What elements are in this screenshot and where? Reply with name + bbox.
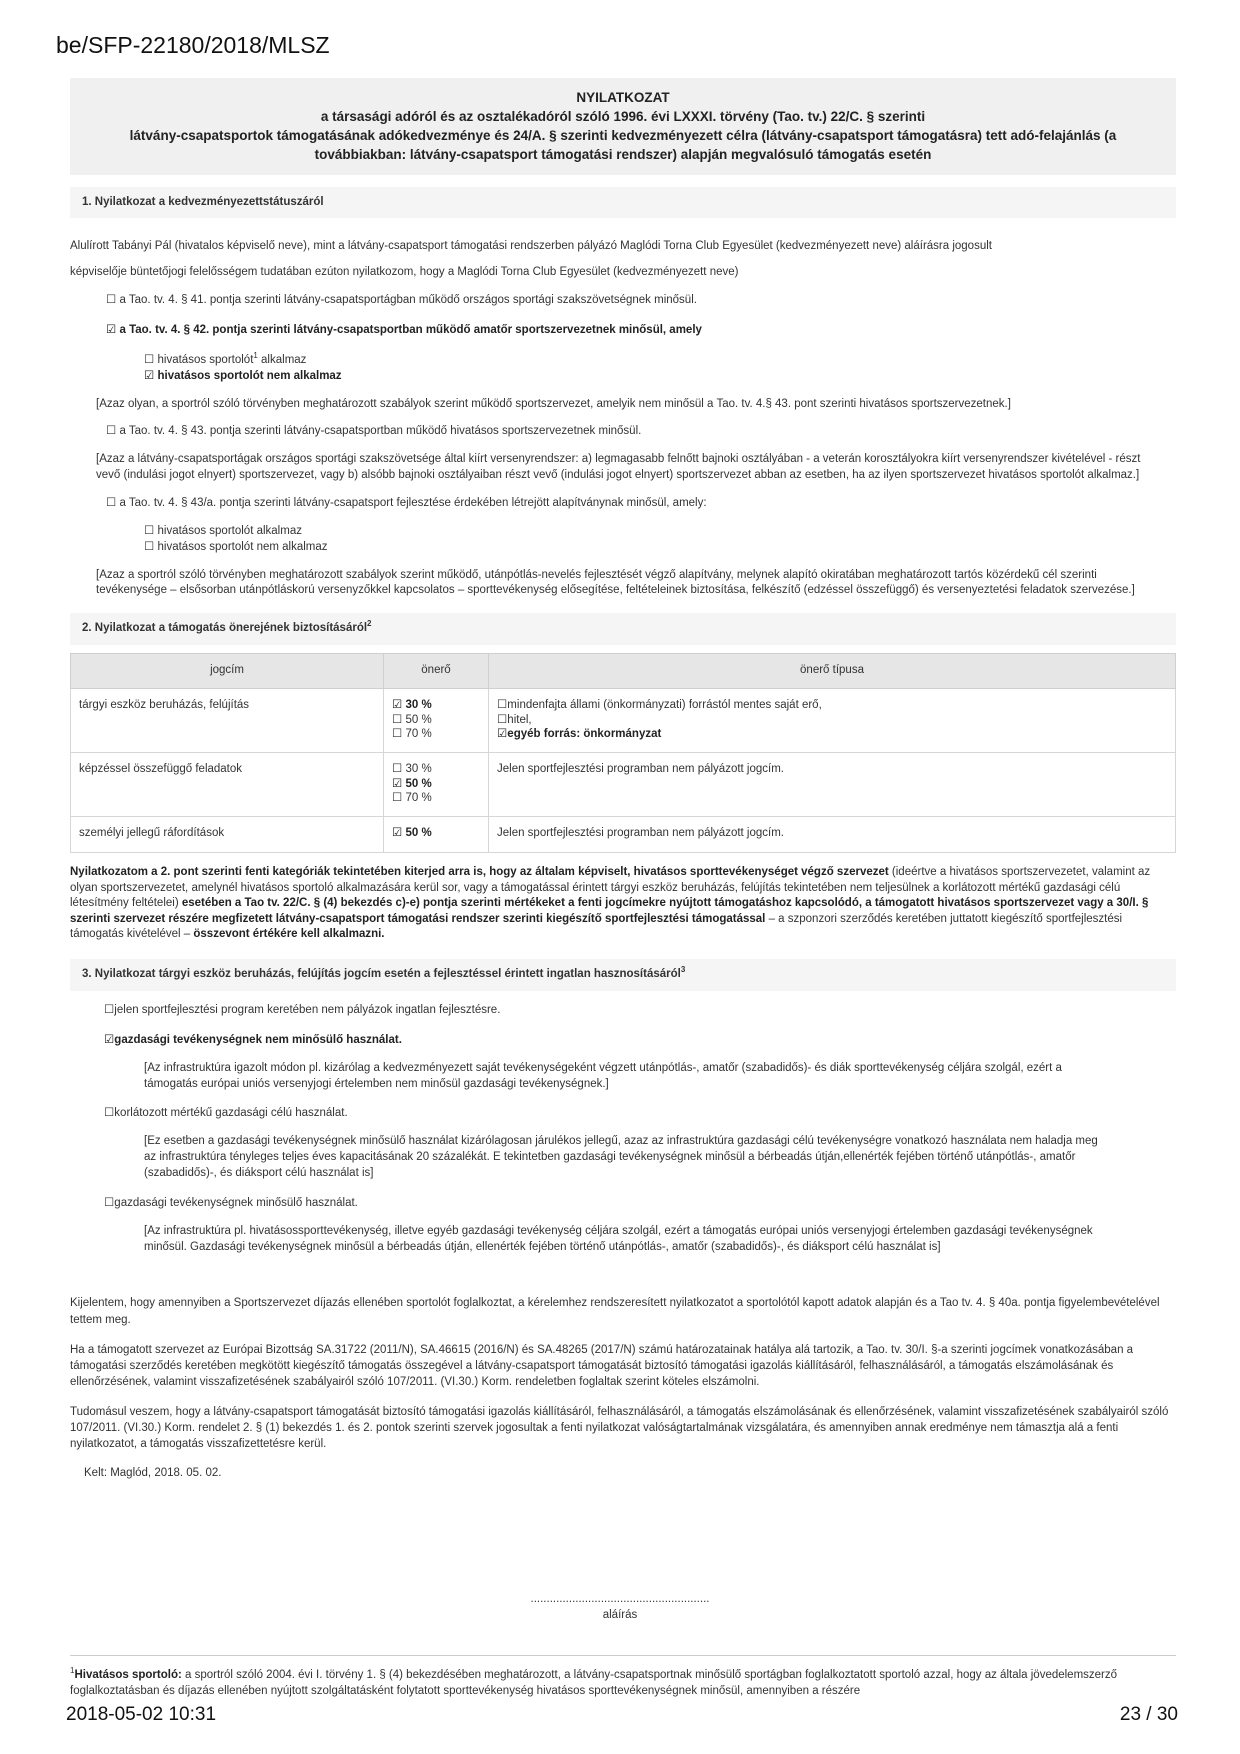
table-row bbox=[71, 688, 1176, 752]
document-reference: be/SFP-22180/2018/MLSZ bbox=[56, 32, 330, 58]
cell-onero bbox=[384, 752, 489, 816]
intro-line-2: képviselője büntetőjogi felelősségem tudatában ezúton nyilatkozom, hogy a Maglódi Torna Club Egyesület (kedvezményezett neve) bbox=[70, 265, 739, 278]
footnote-1 bbox=[70, 1655, 1176, 1708]
onero-option-70[interactable]: ☐ 70 % bbox=[392, 792, 432, 805]
footnote-text: a sportról szóló 2004. évi I. törvény 1. § (4) bekezdésében meghatározott, a látvány-csapatsportnak minősülő sportágban foglalkoztatott sportoló azzal, hogy az általa jövedelemszerző foglalkoztatásban és díjazás ellenében nyújtott szolgáltatásként folytatott sporttevékenység hivatásos sporttevékenységnek minősül, amennyiben a részére bbox=[70, 1669, 1118, 1697]
signature-label: aláírás bbox=[602, 1608, 638, 1621]
cell-jogcim: képzéssel összefüggő feladatok bbox=[71, 752, 384, 816]
cell-onero-tipusa: Jelen sportfejlesztési programban nem pályázott jogcím. bbox=[489, 816, 1176, 852]
col-header-onero: önerő bbox=[384, 654, 489, 689]
onero-option-30[interactable]: ☑ 30 % bbox=[392, 698, 432, 711]
type-option-loan[interactable]: ☐hitel, bbox=[497, 713, 532, 726]
amateur-sub-option-employs-b: alkalmaz bbox=[257, 353, 307, 366]
note-non-economic: [Az infrastruktúra igazolt módon pl. kizárólag a kedvezményezett saját tevékenységeként végzett utánpótlás-, amatőr (szabadidős)- és diák sporttevékenység céljára szolgál, ezért a támogatás európai uniós versenyjogi értelemben nem minősül gazdasági tevékenységnek.] bbox=[144, 1061, 1062, 1090]
note-professional: [Azaz a látvány-csapatsportágak országos sportági szakszövetsége által kiírt versenyrendszer: a) legmagasabb felnőtt bajnoki osztályában - a veterán korosztályokra kiírt versenyrendszer kivételével - részt vevő (indulási jogot elnyert) sportszervezet, vagy b) alsóbb bajnoki osztályaiban részt vevő (indulási jogot elnyert) sportszervezet abban az esetben, ha az ilyen sportszervezet hivatásos sportolót alkalmaz.] bbox=[96, 453, 1141, 482]
onero-option-70[interactable]: ☐ 70 % bbox=[392, 728, 432, 741]
closing-paragraph-2: Ha a támogatott szervezet az Európai Bizottság SA.31722 (2011/N), SA.46615 (2016/N) és SA.48265 (2017/N) számú határozatainak hatálya alá tartozik, a Tao. tv. 30/I. §-a szerinti jogcímek vonatkozásában a támogatási szerződés keretében megkötött kiegészítő támogatás összegével a látvány-csapatsport támogatását biztosító támogatási igazolás kiállításáról, felhasználásáról, a támogatás elszámolásának és ellenőrzésének, valamint visszafizetésének szabályairól szóló 107/2011. (VI.30.) Korm. rendeletben foglaltak szerint köteles elszámolni. bbox=[70, 1343, 1134, 1388]
footnote-ref-3: 3 bbox=[680, 965, 686, 975]
own-contribution-table bbox=[70, 653, 1176, 853]
onero-option-30[interactable]: ☐ 30 % bbox=[392, 762, 432, 775]
signature-line: ........................................................ bbox=[530, 1593, 710, 1605]
intro-line-1: Alulírott Tabányi Pál (hivatalos képviselő neve), mint a látvány-csapatsport támogatási rendszerben pályázó Maglódi Torna Club Egyesület (kedvezményezett neve) aláírásra jogosult bbox=[70, 240, 992, 253]
section1-heading: 1. Nyilatkozat a kedvezményezettstátuszáról bbox=[70, 187, 1176, 219]
note-amateur: [Azaz olyan, a sportról szóló törvényben meghatározott szabályok szerint működő sportszervezet, amelyik nem minősül a Tao. tv. 4.§ 43. pont szerinti hivatásos sportszervezetnek.] bbox=[96, 397, 1011, 410]
cell-jogcim: személyi jellegű ráfordítások bbox=[71, 816, 384, 852]
amateur-sub-option-not-employs[interactable]: ☑ hivatásos sportolót nem alkalmaz bbox=[144, 369, 342, 382]
section3-heading-text: 3. Nyilatkozat tárgyi eszköz beruházás, felújítás jogcím esetén a fejlesztéssel érintett ingatlan hasznosításáról bbox=[82, 968, 681, 981]
section2-heading-text: 2. Nyilatkozat a támogatás önerejének biztosításáról bbox=[82, 622, 368, 635]
section2-declaration bbox=[70, 865, 1176, 943]
footnote-term: Hivatásos sportoló: bbox=[74, 1669, 182, 1681]
closing-paragraph-1: Kijelentem, hogy amennyiben a Sportszervezet díjazás ellenében sportolót foglalkoztat, a kérelemhez rendszeresített nyilatkozatot a sportolótól kapott adatok alapján és a Tao tv. 4. § 40a. pontja figyelembevételével tettem meg. bbox=[70, 1297, 1160, 1326]
decl-text-1: (ideértve a hivatásos sportszervezetet, valamint az olyan sportszervezetet, amelynél hivatásos sportoló alkalmazására kerül sor, vagy a támogatással érintett tárgyi eszköz beruházás, felújítás tekintetében nem teljesülnek a korlátozott mértékű gazdasági célú létesítmény feltételei) bbox=[70, 865, 1151, 910]
decl-bold-1: Nyilatkozatom a 2. pont szerinti fenti kategóriák tekintetében kiterjed arra is, hogy az általam képviselt, hivatásos sporttevékenységet végző szervezet bbox=[70, 865, 889, 878]
usage-option-non-economic[interactable]: ☑gazdasági tevékenységnek nem minősülő használat. bbox=[104, 1033, 402, 1046]
declaration-title-box bbox=[70, 78, 1176, 175]
amateur-sub-option-employs[interactable] bbox=[144, 350, 1176, 369]
cell-onero bbox=[384, 816, 489, 852]
usage-option-limited-economic[interactable]: ☐korlátozott mértékű gazdasági célú használat. bbox=[104, 1107, 348, 1120]
usage-option-economic[interactable]: ☐gazdasági tevékenységnek minősülő használat. bbox=[104, 1196, 358, 1209]
section3-heading bbox=[70, 959, 1176, 991]
type-option-other-source[interactable]: ☑egyéb forrás: önkormányzat bbox=[497, 728, 662, 741]
footnote-ref-2: 2 bbox=[367, 619, 372, 629]
footnote-ref-1: 1 bbox=[253, 350, 258, 360]
decl-bold-2: esetében a Tao tv. 22/C. § (4) bekezdés c)-e) pontja szerinti mértékeket a fenti jogcímekre nyújtott támogatáshoz kapcsolódó, a támogatott hivatásos sportszervezet vagy a 30/I. § szerinti szervezet részére megfizetett látvány-csapatsport támogatási rendszer szerinti kiegészítő sportfejlesztési támogatással bbox=[70, 897, 1149, 925]
footnote-number: 1 bbox=[70, 1666, 75, 1676]
status-option-national-federation[interactable]: ☐ a Tao. tv. 4. § 41. pontja szerinti látvány-csapatsportágban működő országos sportági szakszövetségnek minősül. bbox=[106, 294, 697, 307]
onero-option-50[interactable]: ☑ 50 % bbox=[392, 777, 432, 790]
note-limited-economic: [Ez esetben a gazdasági tevékenységnek minősülő használat kizárólagosan járulékos jellegű, azaz az infrastruktúra gazdasági célú tevékenységre vonatkozó használata nem haladja meg az infrastruktúra tényleges teljes éves kapacitásának 20 százalékát. E tekintetben gazdasági tevékenységnek minősül a bérbeadás útján,ellenérték fejében történő utánpótlás-, amatőr (szabadidős)-, és diáksport célú használat is] bbox=[144, 1135, 1098, 1179]
decl-bold-3: összevont értékére kell alkalmazni. bbox=[193, 928, 385, 941]
onero-option-50[interactable]: ☑ 50 % bbox=[392, 826, 432, 839]
usage-option-no-property[interactable]: ☐jelen sportfejlesztési program keretében nem pályázok ingatlan fejlesztésre. bbox=[104, 1003, 501, 1016]
note-foundation: [Azaz a sportról szóló törvényben meghatározott szabályok szerint működő, utánpótlás-nevelés fejlesztését végző alapítvány, melynek alapító okiratában meghatározott tartós közérdekű cél szerinti tevékenysége – elsősorban utánpótláskorú versenyzőkkel kapcsolatos – sporttevékenység elősegítése, feltételeinek biztosítása, felkészítő (edzéssel összefüggő) és versenyeztetési feladatok szervezése.] bbox=[96, 568, 1135, 597]
table-row bbox=[71, 816, 1176, 852]
cell-onero bbox=[384, 688, 489, 752]
status-option-professional-club[interactable]: ☐ a Tao. tv. 4. § 43. pontja szerinti látvány-csapatsportban működő hivatásos sportszervezetnek minősül. bbox=[106, 425, 642, 438]
section1-intro bbox=[70, 234, 1176, 285]
col-header-jogcim: jogcím bbox=[71, 654, 384, 689]
type-option-own-funds[interactable]: ☐mindenfajta állami (önkormányzati) forrástól mentes saját erő, bbox=[497, 698, 822, 711]
title-line-4: továbbiakban: látvány-csapatsport támogatási rendszer) alapján megvalósuló támogatás esetén bbox=[314, 147, 932, 163]
status-option-foundation[interactable]: ☐ a Tao. tv. 4. § 43/a. pontja szerinti látvány-csapatsport fejlesztése érdekében létrejött alapítványnak minősül, amely: bbox=[106, 496, 707, 509]
table-header-row bbox=[71, 654, 1176, 689]
title-line-3: látvány-csapatsportok támogatásának adókedvezménye és 24/A. § szerinti kedvezményezett célra (látvány-csapatsport támogatásra) tett adó-felajánlás (a bbox=[129, 128, 1117, 144]
title-line-1: NYILATKOZAT bbox=[576, 90, 670, 105]
cell-jogcim: tárgyi eszköz beruházás, felújítás bbox=[71, 688, 384, 752]
foundation-sub-options bbox=[70, 524, 1176, 556]
cell-onero-tipusa bbox=[489, 688, 1176, 752]
amateur-sub-options bbox=[70, 350, 1176, 385]
title-line-2: a társasági adóról és az osztalékadóról szóló 1996. évi LXXXI. törvény (Tao. tv.) 22/C. § szerinti bbox=[320, 109, 926, 125]
footer-datetime: 2018-05-02 10:31 bbox=[66, 1704, 217, 1725]
status-option-amateur-club[interactable]: ☑ a Tao. tv. 4. § 42. pontja szerinti látvány-csapatsportban működő amatőr sportszervezetnek minősül, amely bbox=[106, 323, 702, 336]
place-and-date: Kelt: Maglód, 2018. 05. 02. bbox=[84, 1467, 222, 1480]
table-row bbox=[71, 752, 1176, 816]
closing-paragraph-3: Tudomásul veszem, hogy a látvány-csapatsport támogatását biztosító támogatási igazolás kiállításáról, felhasználásáról, a támogatás elszámolásának és ellenőrzésének, valamint visszafizetésének szabályairól szóló 107/2011. (VI.30.) Korm. rendelet 2. § (1) bekezdés 1. és 2. pontok szerinti szervek jogosultak a fenti nyilatkozat valóságtartalmának vizsgálatára, és amennyiben annak eredménye nem támasztja alá a fenti nyilatkozatot, a támogatás visszafizettetésre kerül. bbox=[70, 1405, 1169, 1451]
foundation-sub-option-employs[interactable]: ☐ hivatásos sportolót alkalmaz bbox=[144, 524, 302, 537]
onero-option-50[interactable]: ☐ 50 % bbox=[392, 713, 432, 726]
amateur-sub-option-employs-a: ☐ hivatásos sportolót bbox=[144, 353, 254, 366]
note-economic: [Az infrastruktúra pl. hivatásossporttevékenység, illetve egyéb gazdasági tevékenység céljára szolgál, ezért a támogatás európai uniós versenyjogi értelemben gazdasági tevékenységnek minősül. Gazdasági tevékenységnek minősül a bérbeadás útján, ellenérték fejében történő utánpótlás-, amatőr (szabadidős)-, és diáksport célú használat is] bbox=[144, 1224, 1093, 1253]
signature-block bbox=[515, 1592, 725, 1624]
footer-page-number: 23 / 30 bbox=[1119, 1704, 1178, 1725]
cell-onero-tipusa: Jelen sportfejlesztési programban nem pályázott jogcím. bbox=[489, 752, 1176, 816]
col-header-onero-tipusa: önerő típusa bbox=[489, 654, 1176, 689]
section2-heading bbox=[70, 613, 1176, 645]
page-content bbox=[70, 78, 1176, 1482]
decl-text-2: – a szponzori szerződés keretében juttatott kiegészítő sportfejlesztési támogatás kivételével – bbox=[70, 912, 1123, 941]
foundation-sub-option-not-employs[interactable]: ☐ hivatásos sportolót nem alkalmaz bbox=[144, 540, 328, 553]
